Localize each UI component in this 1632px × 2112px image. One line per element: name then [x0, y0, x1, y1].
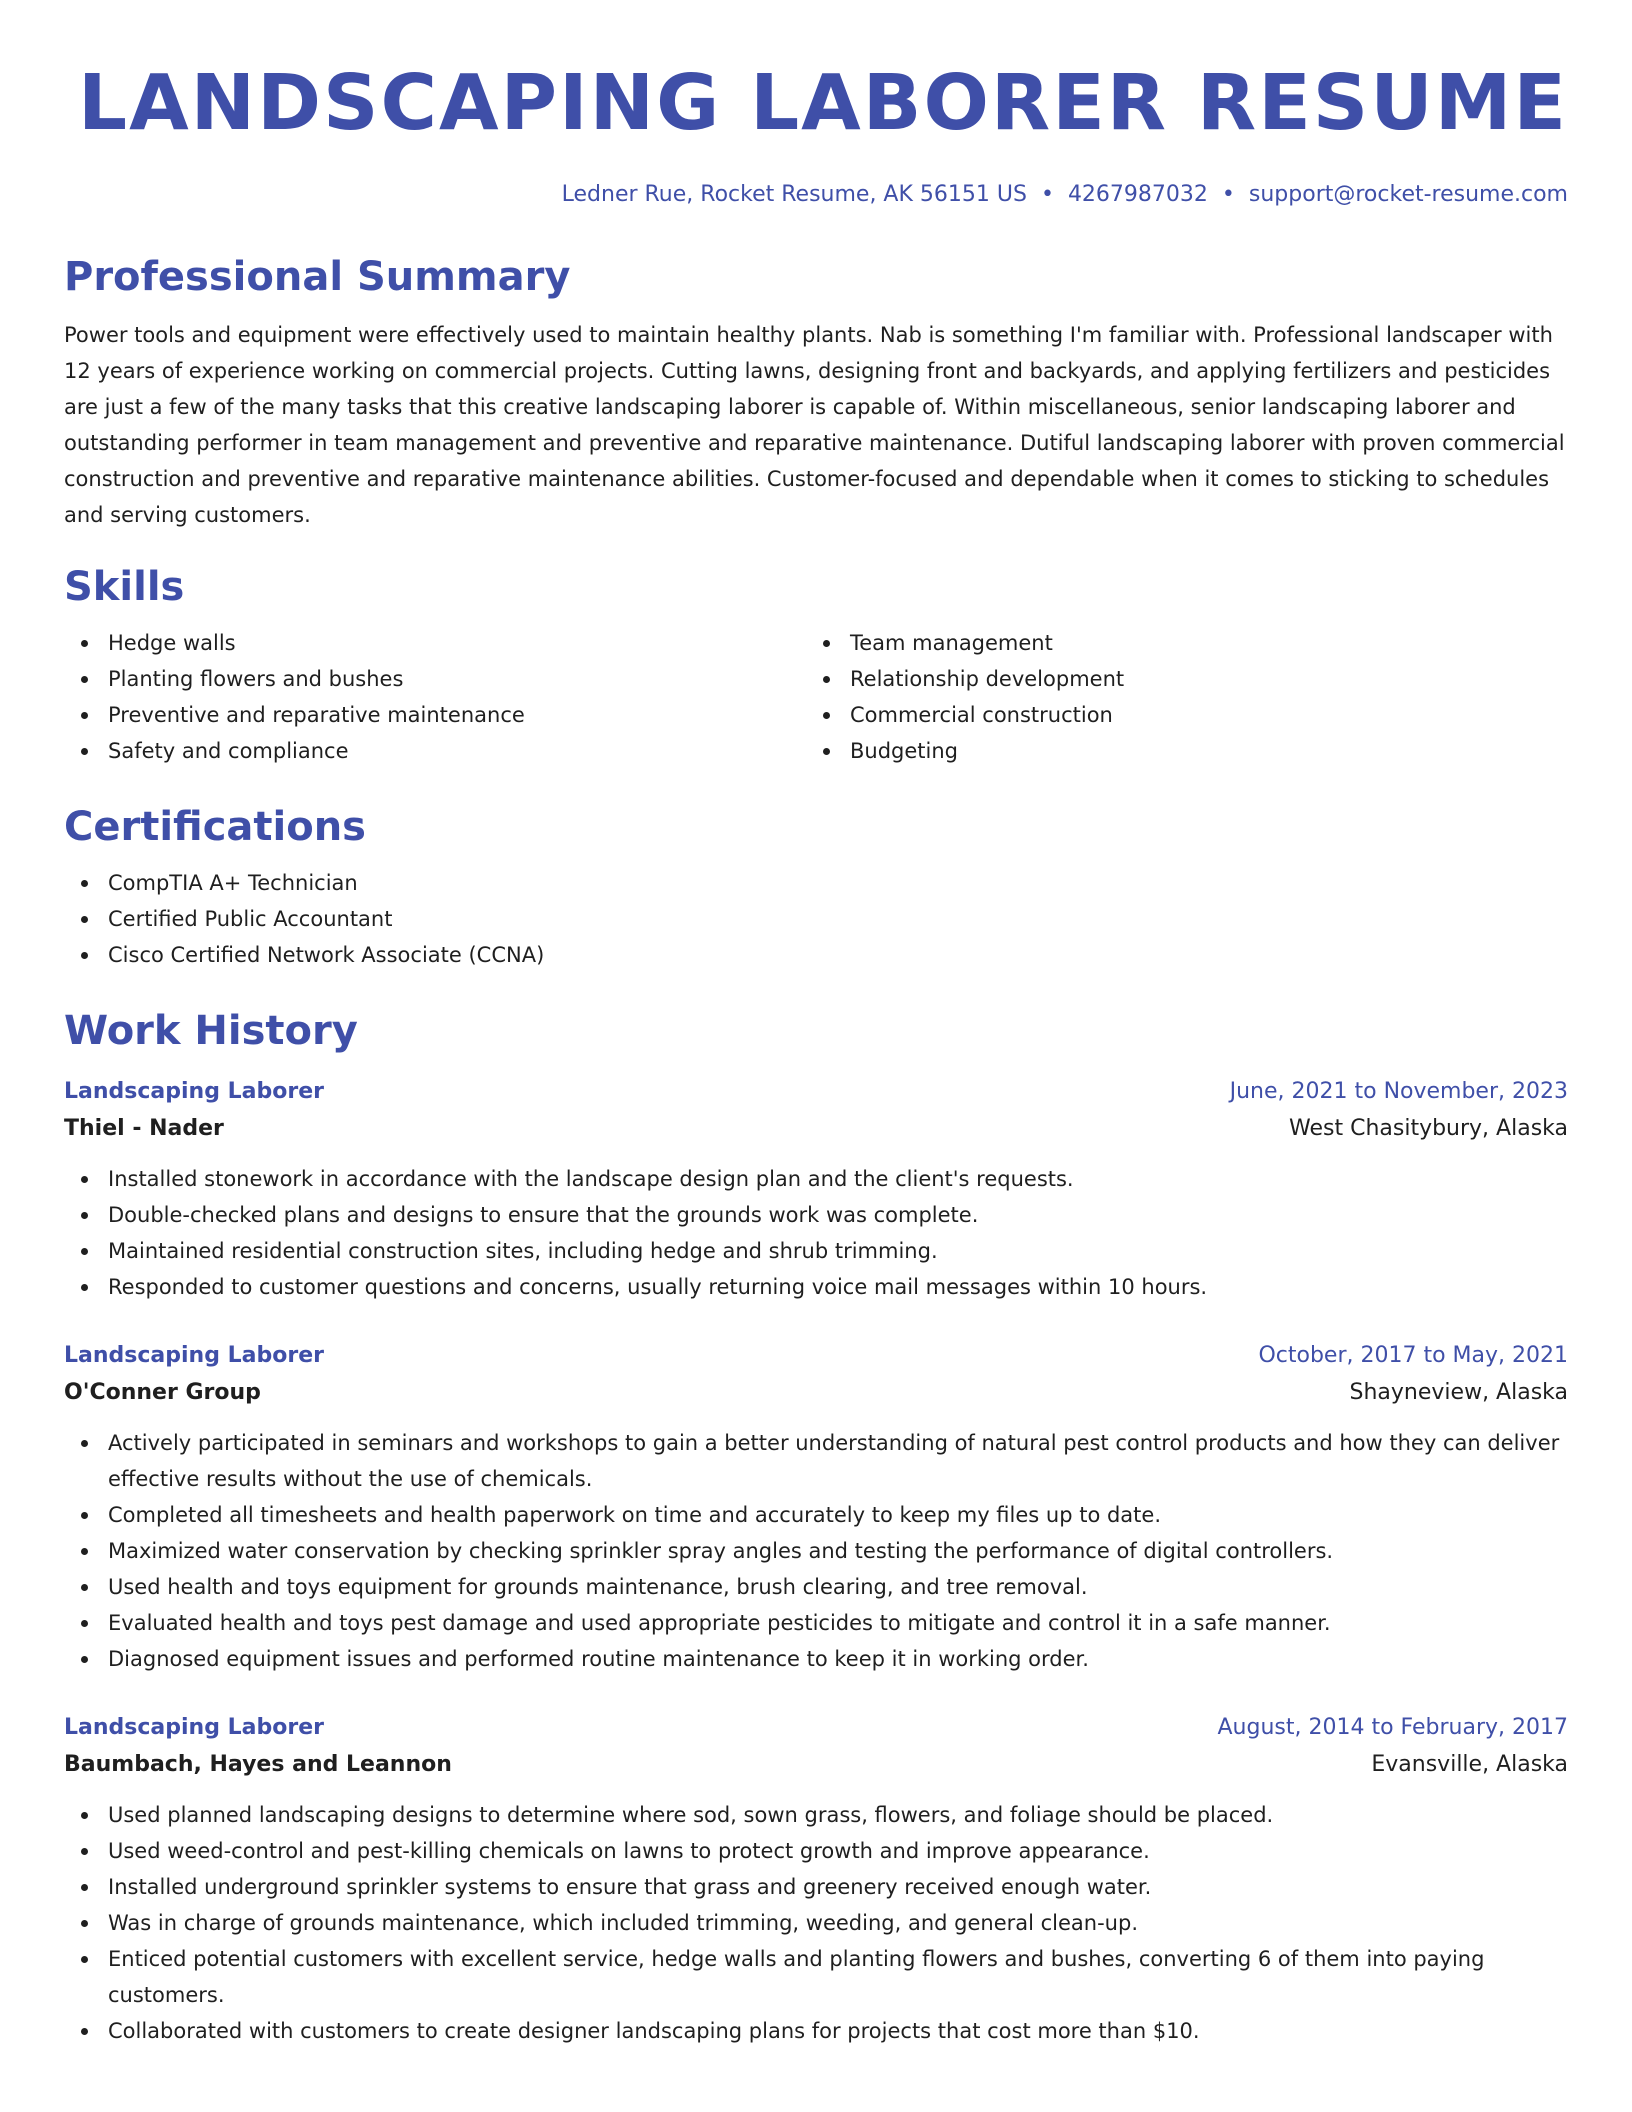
job-bullet: Used weed-control and pest-killing chemicals on lawns to protect growth and improve appearance. [64, 1833, 1568, 1869]
job-bullets [64, 1797, 1568, 2049]
contact-separator: • [1221, 182, 1235, 207]
summary-text: Power tools and equipment were effectively used to maintain healthy plants. Nab is something I'm familiar with. Professional landscaper with 12 years of experience working on commercial projects. Cutting lawns, designing front and backyards, and applying fertilizers and pesticides are just a few of the many tasks that this creative landscaping laborer is capable of. Within miscellaneous, senior landscaping laborer and outstanding performer in team management and preventive and reparative maintenance. Dutiful landscaping laborer with proven commercial construction and preventive and reparative maintenance abilities. Customer-focused and dependable when it comes to sticking to schedules and serving customers. [64, 323, 1565, 527]
skill-item: Team management [806, 625, 1548, 661]
job-bullet: Completed all timesheets and health paperwork on time and accurately to keep my files up to date. [64, 1497, 1568, 1533]
resume-page [64, 0, 1568, 2049]
skills-column-left [64, 625, 806, 769]
job-bullet: Double-checked plans and designs to ensure that the grounds work was complete. [64, 1197, 1568, 1233]
job-entry [64, 1711, 1568, 2049]
skill-item: Preventive and reparative maintenance [64, 697, 806, 733]
contact-line [64, 179, 1568, 211]
job-bullet: Installed underground sprinkler systems to ensure that grass and greenery received enough water. [64, 1869, 1568, 1905]
job-bullet: Diagnosed equipment issues and performed routine maintenance to keep it in working order. [64, 1641, 1568, 1677]
job-entry [64, 1075, 1568, 1305]
skill-item: Budgeting [806, 733, 1548, 769]
summary-heading: Professional Summary [64, 254, 571, 300]
job-company: Thiel - Nader [64, 1116, 224, 1141]
job-location: West Chasitybury, Alaska [1289, 1116, 1568, 1141]
skills-list [64, 625, 1568, 769]
job-dates: August, 2014 to February, 2017 [1217, 1715, 1568, 1740]
job-bullet: Actively participated in seminars and workshops to gain a better understanding of natural pest control products and how they can deliver effective results without the use of chemicals. [64, 1425, 1568, 1497]
job-bullet: Enticed potential customers with excellent service, hedge walls and planting flowers and bushes, converting 6 of them into paying customers. [64, 1941, 1568, 2013]
skills-heading: Skills [64, 564, 185, 610]
job-title: Landscaping Laborer [64, 1343, 324, 1368]
job-title: Landscaping Laborer [64, 1715, 324, 1740]
skills-column-right [806, 625, 1548, 769]
job-bullet: Evaluated health and toys pest damage and used appropriate pesticides to mitigate and control it in a safe manner. [64, 1605, 1568, 1641]
job-bullet: Used health and toys equipment for grounds maintenance, brush clearing, and tree removal. [64, 1569, 1568, 1605]
certification-item: Certified Public Accountant [64, 901, 1568, 937]
skill-item: Relationship development [806, 661, 1548, 697]
skill-item: Planting flowers and bushes [64, 661, 806, 697]
contact-phone: 4267987032 [1067, 182, 1208, 207]
certifications-list [64, 865, 1568, 973]
job-location: Shayneview, Alaska [1349, 1380, 1568, 1405]
skill-item: Hedge walls [64, 625, 806, 661]
job-bullet: Collaborated with customers to create designer landscaping plans for projects that cost more than $10. [64, 2013, 1568, 2049]
job-location: Evansville, Alaska [1371, 1752, 1568, 1777]
job-company: Baumbach, Hayes and Leannon [64, 1752, 452, 1777]
certification-item: Cisco Certified Network Associate (CCNA) [64, 937, 1568, 973]
job-entry [64, 1339, 1568, 1677]
job-dates: June, 2021 to November, 2023 [1229, 1079, 1568, 1104]
job-company: O'Conner Group [64, 1380, 261, 1405]
contact-email[interactable]: support@rocket-resume.com [1248, 182, 1568, 207]
skill-item: Safety and compliance [64, 733, 806, 769]
job-dates: October, 2017 to May, 2021 [1258, 1343, 1568, 1368]
skill-item: Commercial construction [806, 697, 1548, 733]
certification-item: CompTIA A+ Technician [64, 865, 1568, 901]
job-title: Landscaping Laborer [64, 1079, 324, 1104]
certifications-heading: Certifications [64, 804, 366, 850]
contact-address: Ledner Rue, Rocket Resume, AK 56151 US [561, 182, 1027, 207]
job-bullet: Was in charge of grounds maintenance, which included trimming, weeding, and general clean-up. [64, 1905, 1568, 1941]
job-bullet: Maintained residential construction sites, including hedge and shrub trimming. [64, 1233, 1568, 1269]
job-bullet: Installed stonework in accordance with the landscape design plan and the client's requests. [64, 1161, 1568, 1197]
contact-separator: • [1040, 182, 1054, 207]
job-bullet: Responded to customer questions and concerns, usually returning voice mail messages within 10 hours. [64, 1269, 1568, 1305]
job-bullets [64, 1161, 1568, 1305]
job-bullet: Used planned landscaping designs to determine where sod, sown grass, flowers, and foliage should be placed. [64, 1797, 1568, 1833]
work-history-heading: Work History [64, 1008, 358, 1054]
job-bullet: Maximized water conservation by checking sprinkler spray angles and testing the performance of digital controllers. [64, 1533, 1568, 1569]
job-bullets [64, 1425, 1568, 1677]
resume-title: LANDSCAPING LABORER RESUME [78, 59, 1568, 148]
